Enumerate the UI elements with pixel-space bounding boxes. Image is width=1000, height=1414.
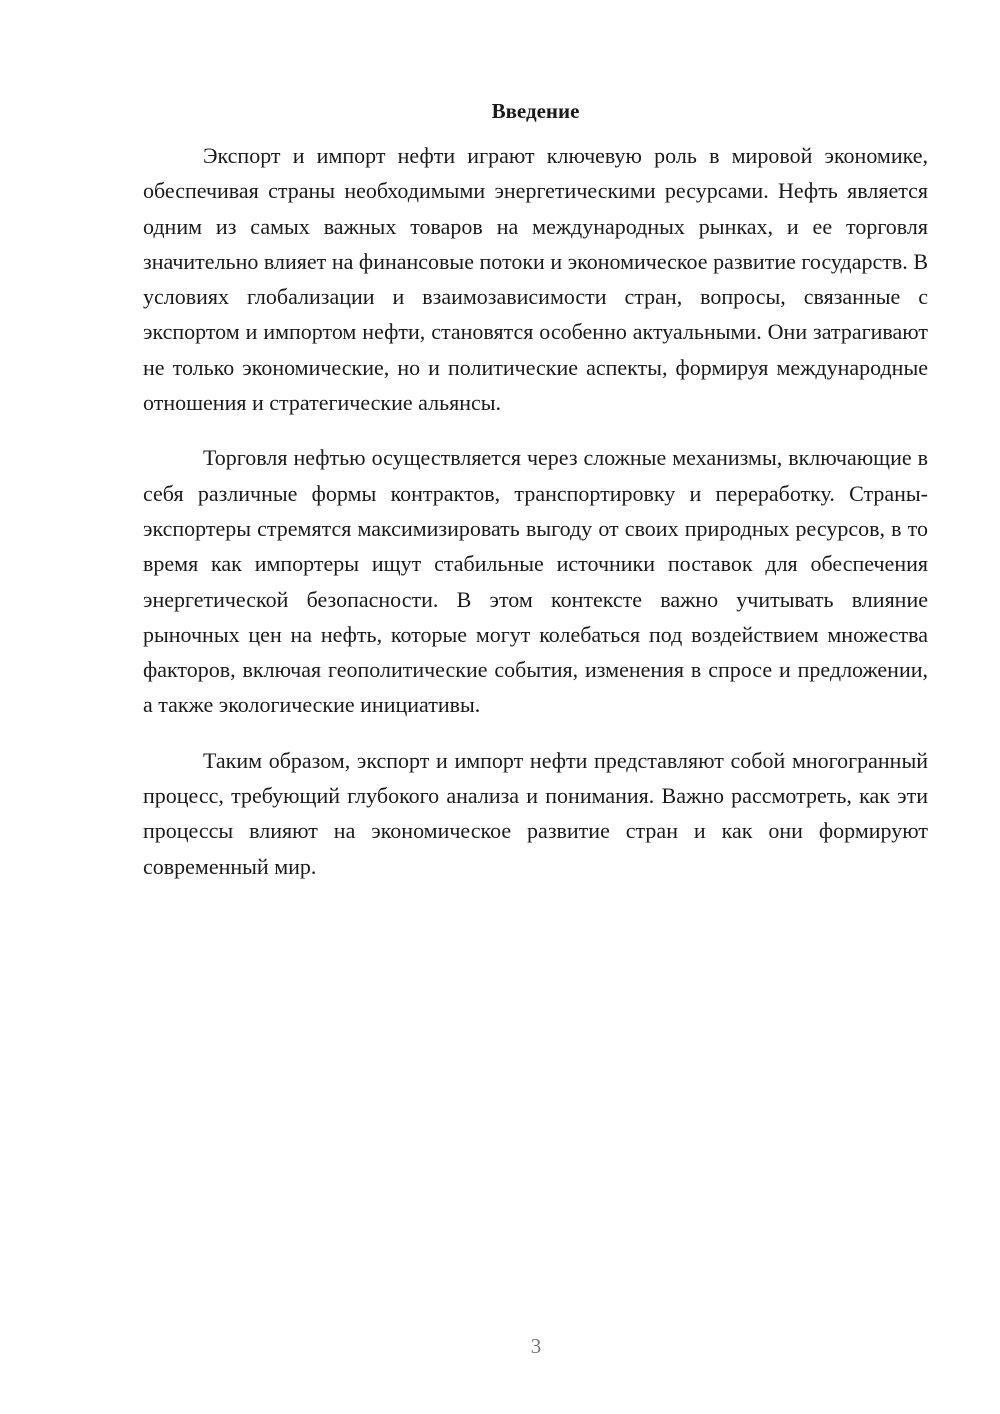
page-content	[143, 96, 928, 904]
page-number: 3	[530, 1334, 542, 1358]
paragraph-3: Таким образом, экспорт и импорт нефти представляют собой многогранный процесс, требующий глубокого анализа и понимания. Важно рассмотреть, как эти процессы влияют на экономическое развитие стран и как они формируют современный мир.	[143, 747, 928, 879]
section-title: Введение	[491, 99, 580, 123]
paragraph-2: Торговля нефтью осуществляется через сложные механизмы, включающие в себя различные формы контрактов, транспортировку и переработку. Страны-экспортеры стремятся максимизировать выгоду от своих природных ресурсов, в то время как импортеры ищут стабильные источники поставок для обеспечения энергетической безопасности. В этом контексте важно учитывать влияние рыночных цен на нефть, которые могут колебаться под воздействием множества факторов, включая геополитические события, изменения в спросе и предложении, а также экологические инициативы.	[143, 445, 928, 718]
paragraph-1: Экспорт и импорт нефти играют ключевую роль в мировой экономике, обеспечивая страны необходимыми энергетическими ресурсами. Нефть является одним из самых важных товаров на международных рынках, и ее торговля значительно влияет на финансовые потоки и экономическое развитие государств. В условиях глобализации и взаимозависимости стран, вопросы, связанные с экспортом и импортом нефти, становятся особенно актуальными. Они затрагивают не только экономические, но и политические аспекты, формируя международные отношения и стратегические альянсы.	[143, 143, 928, 416]
